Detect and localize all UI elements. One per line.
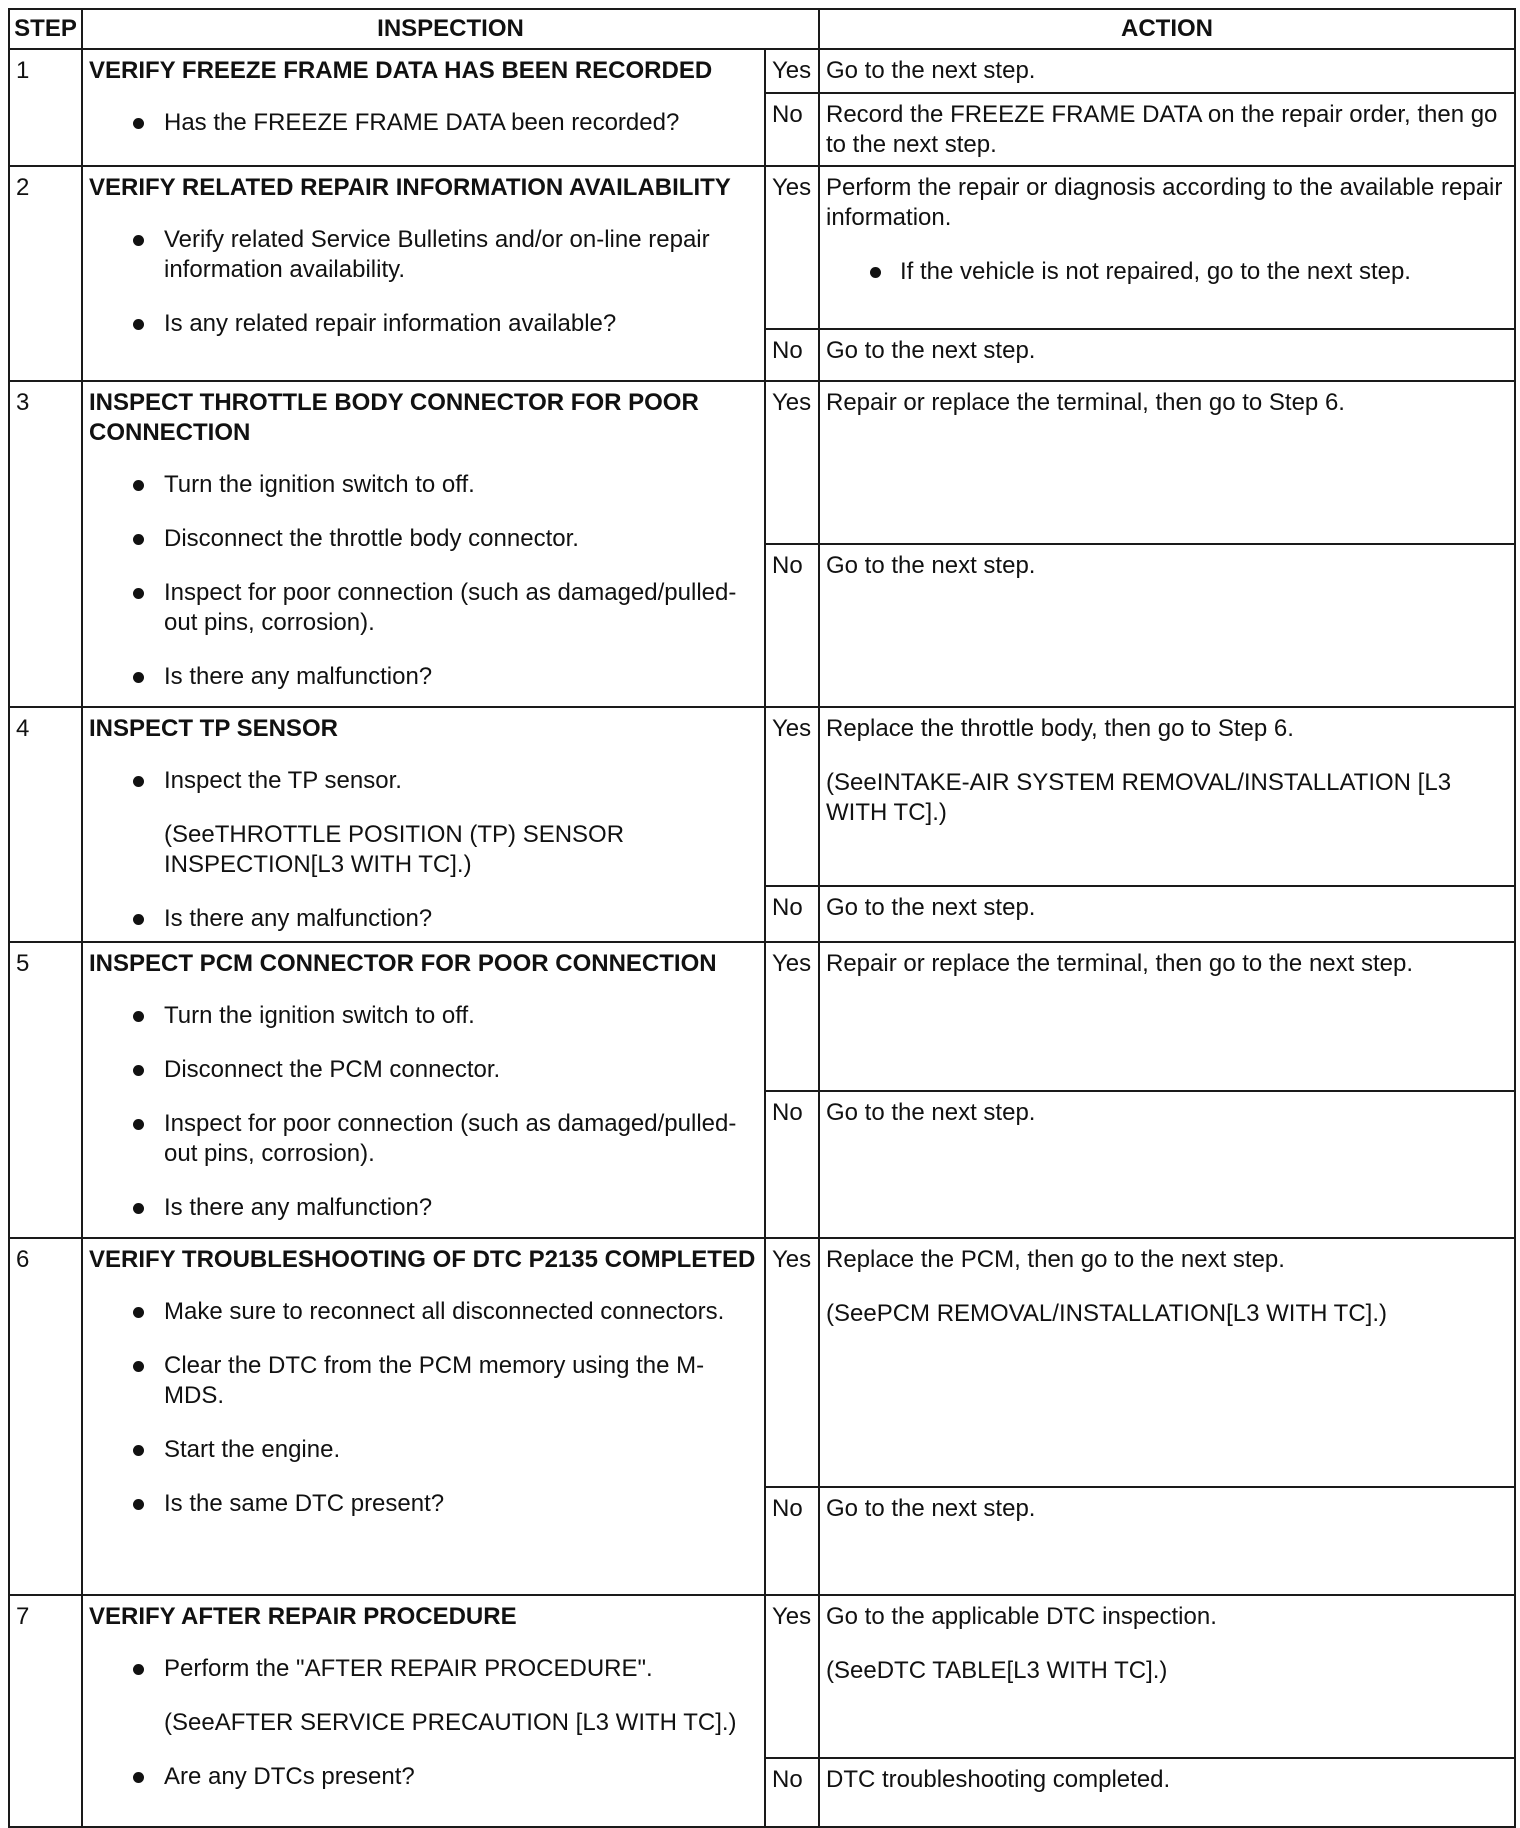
list-item-text: Are any DTCs present?	[164, 1763, 415, 1791]
step-heading: INSPECT THROTTLE BODY CONNECTOR FOR POOR CONNECTION	[89, 389, 699, 447]
inspection-list	[89, 766, 758, 796]
action-yes: Replace the PCM, then go to the next step.	[826, 1246, 1285, 1274]
bullet-icon	[133, 1203, 144, 1214]
no-label: No	[765, 544, 819, 707]
no-label: No	[765, 886, 819, 942]
action-no: DTC troubleshooting completed.	[819, 1758, 1515, 1827]
step-number: 7	[9, 1595, 82, 1827]
action-yes-reference: (SeePCM REMOVAL/INSTALLATION[L3 WITH TC].)	[826, 1300, 1387, 1328]
action-yes: Go to the applicable DTC inspection.	[826, 1603, 1217, 1631]
step-number: 5	[9, 942, 82, 1238]
inspection-list	[89, 1654, 758, 1684]
list-item	[89, 1001, 758, 1031]
bullet-icon	[133, 480, 144, 491]
list-item	[89, 225, 758, 285]
bullet-icon	[133, 1011, 144, 1022]
table-row	[9, 1595, 1515, 1758]
inspection-list	[89, 108, 758, 138]
action-yes-cell	[819, 166, 1515, 329]
list-item-text: Disconnect the PCM connector.	[164, 1056, 501, 1084]
reference-note: (SeeAFTER SERVICE PRECAUTION [L3 WITH TC].)	[164, 1709, 737, 1737]
action-no: Go to the next step.	[819, 544, 1515, 707]
inspection-cell	[82, 381, 765, 707]
list-item-text: Has the FREEZE FRAME DATA been recorded?	[164, 109, 680, 136]
list-item	[89, 524, 758, 554]
bullet-icon	[133, 776, 144, 787]
action-yes: Go to the next step.	[819, 49, 1515, 93]
list-item	[89, 1762, 758, 1792]
inspection-cell	[82, 166, 765, 381]
action-no: Record the FREEZE FRAME DATA on the repair order, then go to the next step.	[819, 93, 1515, 165]
bullet-icon	[133, 1445, 144, 1456]
bullet-icon	[133, 588, 144, 599]
inspection-list	[89, 1297, 758, 1519]
bullet-icon	[133, 1664, 144, 1675]
bullet-icon	[133, 1772, 144, 1783]
bullet-icon	[133, 235, 144, 246]
yes-label: Yes	[765, 49, 819, 93]
list-item	[89, 1297, 758, 1327]
table-row	[9, 49, 1515, 93]
no-label: No	[765, 1487, 819, 1596]
step-number: 3	[9, 381, 82, 707]
list-item	[89, 1654, 758, 1684]
list-item-text: Clear the DTC from the PCM memory using the M-MDS.	[164, 1352, 705, 1410]
bullet-icon	[133, 534, 144, 545]
list-item-text: Inspect the TP sensor.	[164, 767, 402, 795]
no-label: No	[765, 329, 819, 381]
reference-note: (SeeTHROTTLE POSITION (TP) SENSOR INSPECTION[L3 WITH TC].)	[164, 821, 625, 879]
bullet-icon	[133, 1361, 144, 1372]
action-yes-cell	[819, 1595, 1515, 1758]
bullet-icon	[133, 672, 144, 683]
step-number: 4	[9, 707, 82, 942]
list-item	[89, 1351, 758, 1411]
list-item	[89, 1193, 758, 1223]
list-item	[89, 766, 758, 796]
table-row	[9, 166, 1515, 329]
list-item-text: If the vehicle is not repaired, go to the next step.	[900, 257, 1411, 285]
no-label: No	[765, 93, 819, 165]
list-item-text: Is there any malfunction?	[164, 663, 433, 691]
list-item-text: Turn the ignition switch to off.	[164, 471, 475, 499]
table-header-row	[9, 9, 1515, 49]
inspection-cell	[82, 49, 765, 166]
list-item	[89, 309, 758, 339]
action-no: Go to the next step.	[819, 1091, 1515, 1238]
yes-label: Yes	[765, 1238, 819, 1487]
bullet-icon	[133, 1065, 144, 1076]
list-item-text: Is there any malfunction?	[164, 1194, 433, 1222]
list-item	[89, 578, 758, 638]
action-no: Go to the next step.	[819, 329, 1515, 381]
list-item	[89, 108, 758, 138]
yes-label: Yes	[765, 166, 819, 329]
list-item-text: Is there any malfunction?	[164, 905, 433, 933]
inspection-cell	[82, 1238, 765, 1595]
header-action: ACTION	[819, 9, 1515, 49]
step-heading: VERIFY TROUBLESHOOTING OF DTC P2135 COMPLETED	[89, 1246, 756, 1274]
list-item-text: Inspect for poor connection (such as damaged/pulled-out pins, corrosion).	[164, 1110, 737, 1168]
action-no: Go to the next step.	[819, 1487, 1515, 1596]
inspection-list	[89, 225, 758, 339]
list-item-text: Start the engine.	[164, 1436, 341, 1464]
inspection-cell	[82, 1595, 765, 1827]
list-item-text: Make sure to reconnect all disconnected connectors.	[164, 1298, 725, 1326]
list-item	[89, 662, 758, 692]
bullet-icon	[133, 1307, 144, 1318]
inspection-list	[89, 904, 758, 934]
list-item-text: Is any related repair information available?	[164, 309, 617, 337]
list-item-text: Verify related Service Bulletins and/or on-line repair information availability.	[164, 225, 710, 283]
action-yes-reference: (SeeDTC TABLE[L3 WITH TC].)	[826, 1657, 1168, 1685]
inspection-cell	[82, 942, 765, 1238]
diagnostic-procedure-table	[8, 8, 1516, 1828]
step-heading: VERIFY FREEZE FRAME DATA HAS BEEN RECORDED	[89, 57, 713, 84]
action-yes-reference: (SeeINTAKE-AIR SYSTEM REMOVAL/INSTALLATION [L3 WITH TC].)	[826, 769, 1452, 827]
step-heading: VERIFY RELATED REPAIR INFORMATION AVAILABILITY	[89, 173, 731, 201]
list-item-text: Turn the ignition switch to off.	[164, 1002, 475, 1030]
inspection-list	[89, 1001, 758, 1223]
table-row	[9, 942, 1515, 1091]
bullet-icon	[133, 1119, 144, 1130]
list-item	[89, 1055, 758, 1085]
inspection-list	[89, 1762, 758, 1792]
action-yes-cell	[819, 707, 1515, 886]
action-yes: Perform the repair or diagnosis according to the available repair information.	[826, 173, 1503, 231]
table-row	[9, 1238, 1515, 1487]
step-heading: VERIFY AFTER REPAIR PROCEDURE	[89, 1603, 517, 1631]
yes-label: Yes	[765, 707, 819, 886]
action-yes: Repair or replace the terminal, then go to the next step.	[819, 942, 1515, 1091]
table-row	[9, 381, 1515, 544]
bullet-icon	[133, 319, 144, 330]
bullet-icon	[133, 118, 144, 129]
action-no: Go to the next step.	[819, 886, 1515, 942]
step-heading: INSPECT PCM CONNECTOR FOR POOR CONNECTION	[89, 950, 717, 978]
list-item-text: Is the same DTC present?	[164, 1490, 445, 1518]
inspection-list	[89, 470, 758, 692]
step-number: 2	[9, 166, 82, 381]
list-item	[89, 1435, 758, 1465]
table-row	[9, 707, 1515, 886]
no-label: No	[765, 1091, 819, 1238]
list-item	[89, 904, 758, 934]
header-step: STEP	[9, 9, 82, 49]
bullet-icon	[133, 914, 144, 925]
step-number: 1	[9, 49, 82, 166]
list-item-text: Disconnect the throttle body connector.	[164, 525, 579, 553]
action-yes: Replace the throttle body, then go to Step 6.	[826, 715, 1294, 743]
bullet-icon	[133, 1499, 144, 1510]
step-number: 6	[9, 1238, 82, 1595]
list-item	[89, 470, 758, 500]
list-item	[89, 1109, 758, 1169]
yes-label: Yes	[765, 381, 819, 544]
no-label: No	[765, 1758, 819, 1827]
action-yes: Repair or replace the terminal, then go to Step 6.	[819, 381, 1515, 544]
inspection-cell	[82, 707, 765, 942]
list-item	[826, 257, 1508, 287]
action-yes-cell	[819, 1238, 1515, 1487]
yes-label: Yes	[765, 1595, 819, 1758]
list-item	[89, 1489, 758, 1519]
yes-label: Yes	[765, 942, 819, 1091]
action-list	[826, 257, 1508, 287]
step-heading: INSPECT TP SENSOR	[89, 715, 338, 743]
header-inspection: INSPECTION	[82, 9, 819, 49]
bullet-icon	[870, 267, 881, 278]
list-item-text: Perform the "AFTER REPAIR PROCEDURE".	[164, 1655, 653, 1683]
list-item-text: Inspect for poor connection (such as damaged/pulled-out pins, corrosion).	[164, 579, 737, 637]
